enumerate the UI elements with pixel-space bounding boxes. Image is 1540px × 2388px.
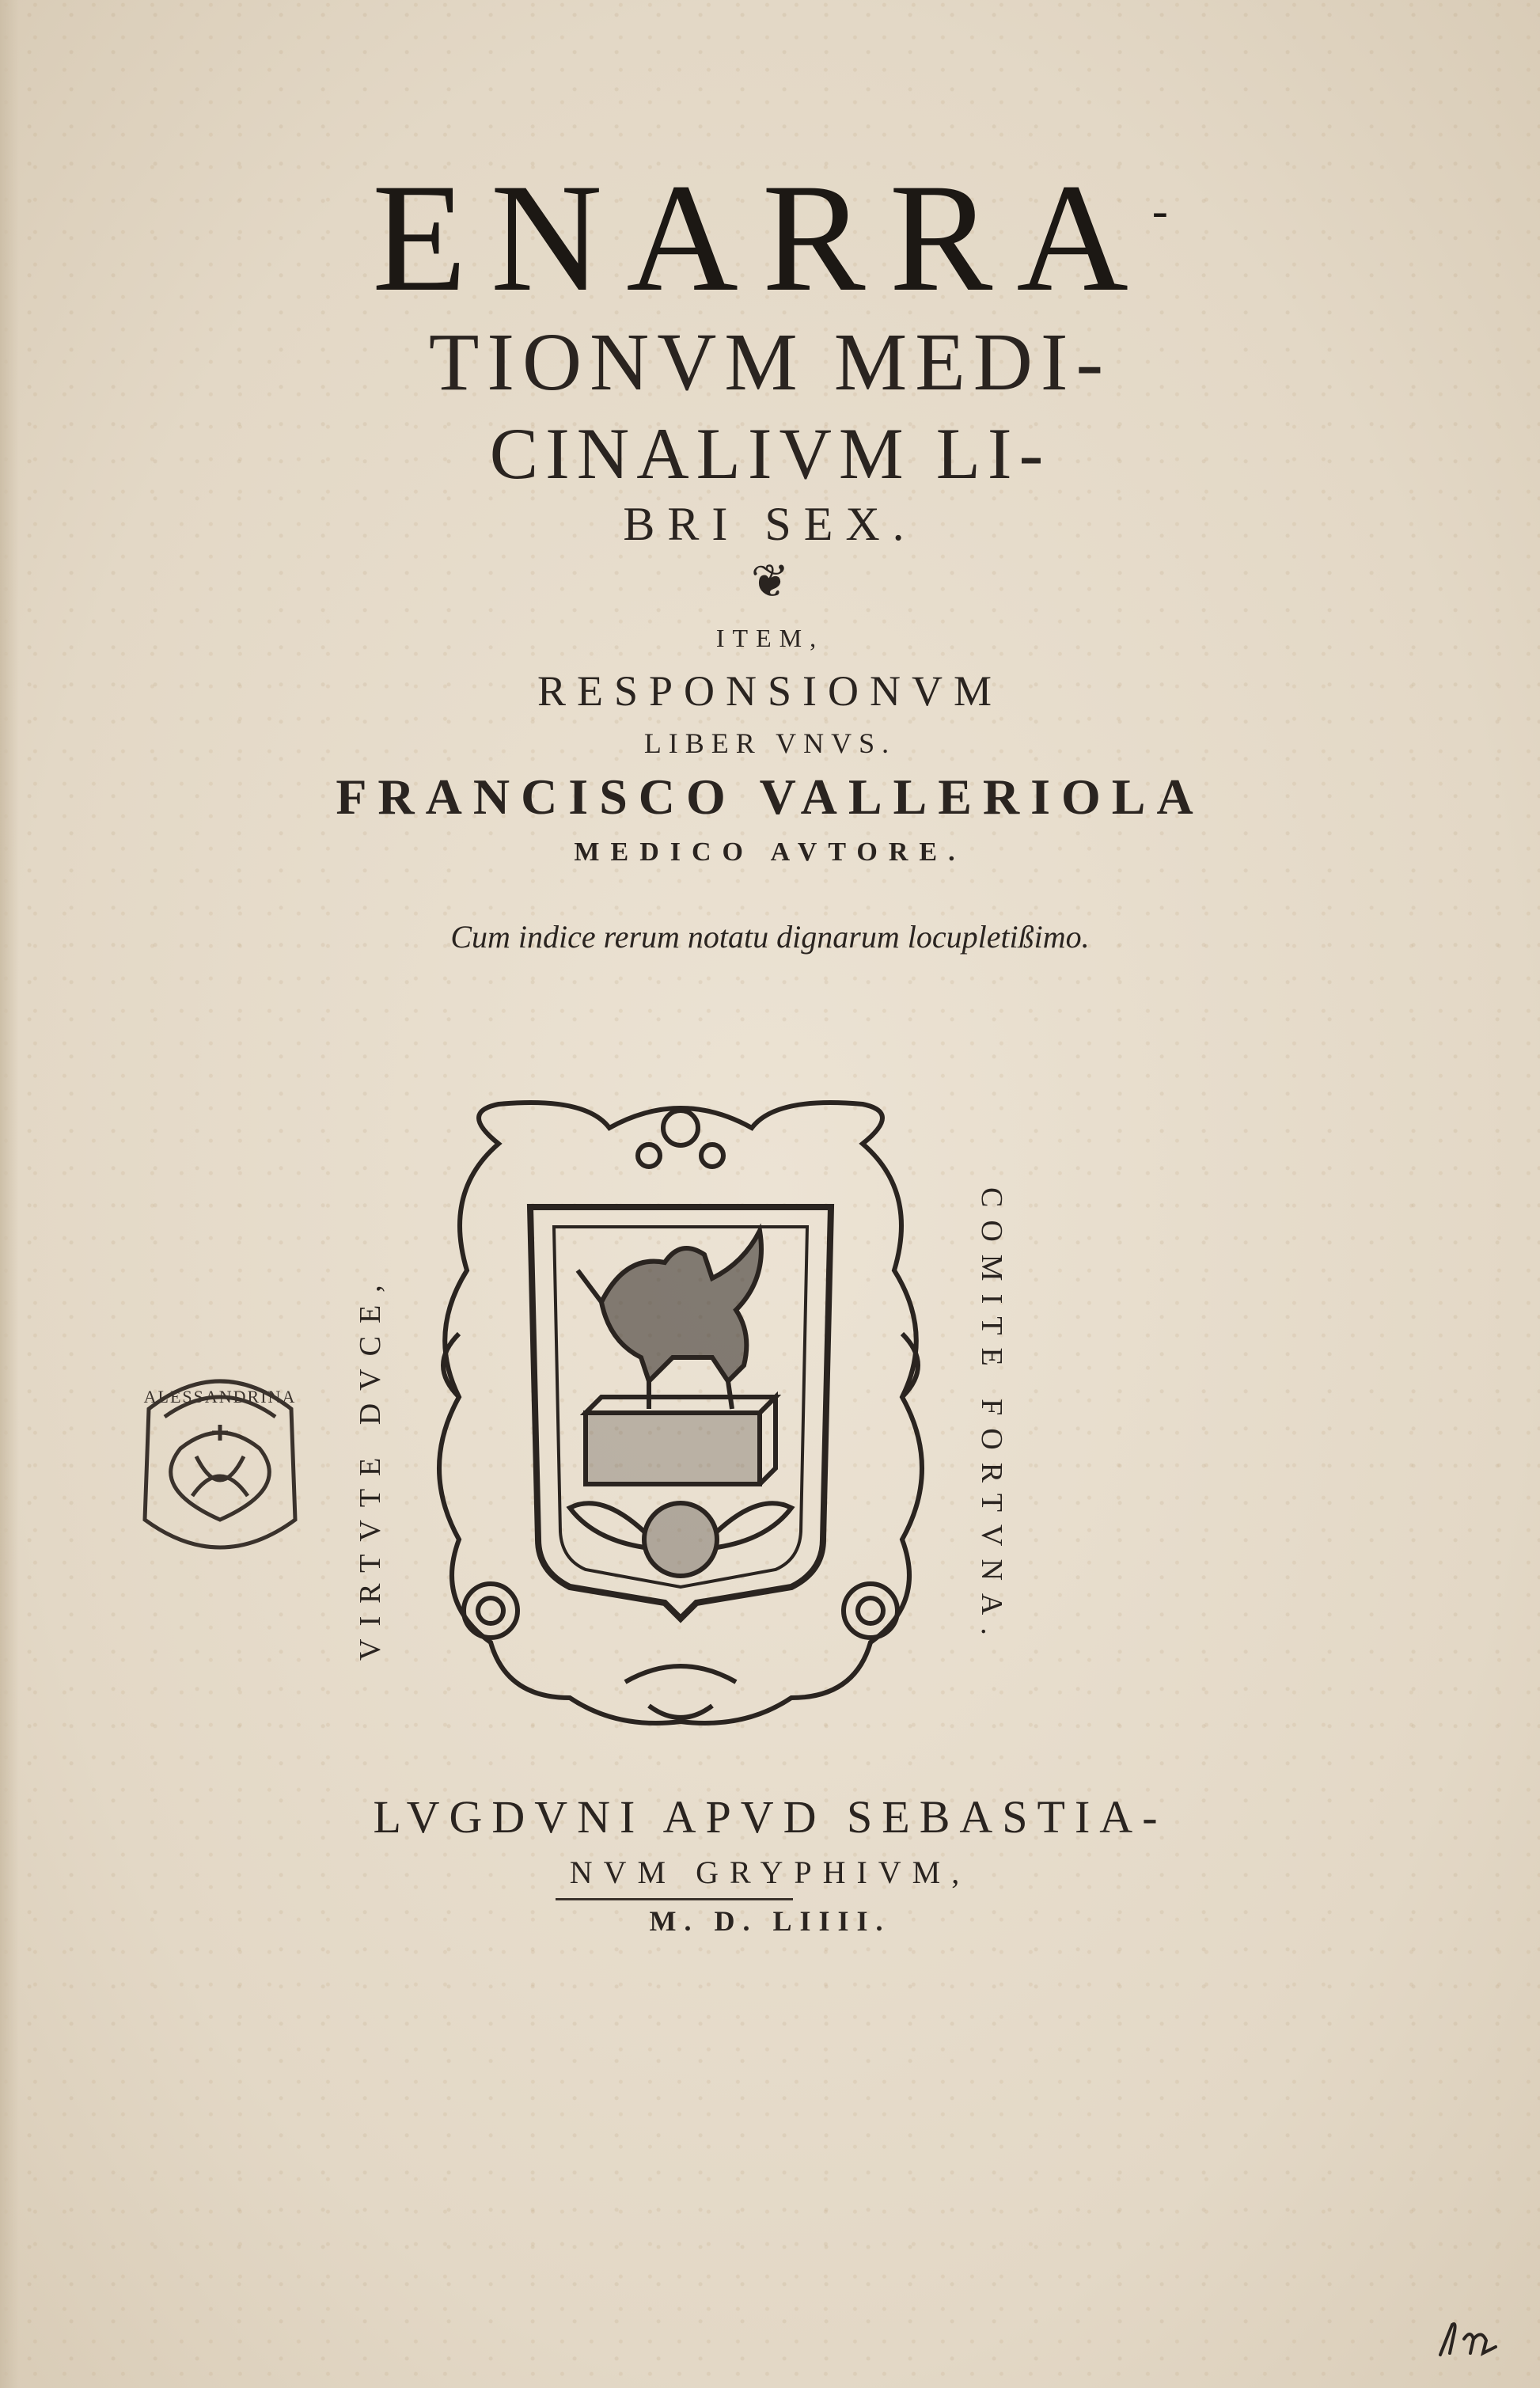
device-motto-right: COMITE FORTVNA. (975, 1187, 1008, 1648)
manuscript-note-icon (1432, 2315, 1504, 2363)
author-name: FRANCISCO VALLERIOLA (336, 769, 1204, 825)
imprint-year: M. D. LIIII. (649, 1905, 891, 1937)
printer-device-griffin-icon (412, 1096, 950, 1737)
subtitle-liber: LIBER VNVS. (643, 727, 897, 759)
title-line-2: TIONVM MEDI- (428, 317, 1112, 408)
author-role: MEDICO AVTORE. (574, 837, 966, 867)
subtitle-item: ITEM, (715, 624, 825, 652)
imprint-line-1: LVGDVNI APVD SEBASTIA- (373, 1791, 1167, 1843)
title-line-3: CINALIVM LI- (489, 413, 1051, 494)
imprint-rule (556, 1898, 793, 1900)
title-line-4: BRI SEX. (623, 498, 917, 550)
title-line-1: ENARRA- (372, 152, 1168, 324)
device-motto-left: VIRTVTE DVCE, (354, 1272, 387, 1661)
index-note: Cum indice rerum notatu dignarum locupletißimo. (450, 919, 1090, 955)
title-hyphen: - (1151, 184, 1168, 237)
library-stamp-icon (133, 1361, 307, 1567)
fleuron-ornament-icon: ❦ (750, 556, 790, 607)
svg-text:ALESSANDRINA: ALESSANDRINA (143, 1387, 297, 1407)
subtitle-responsionum: RESPONSIONVM (537, 667, 1003, 715)
imprint-line-2: NVM GRYPHIVM, (569, 1855, 971, 1890)
